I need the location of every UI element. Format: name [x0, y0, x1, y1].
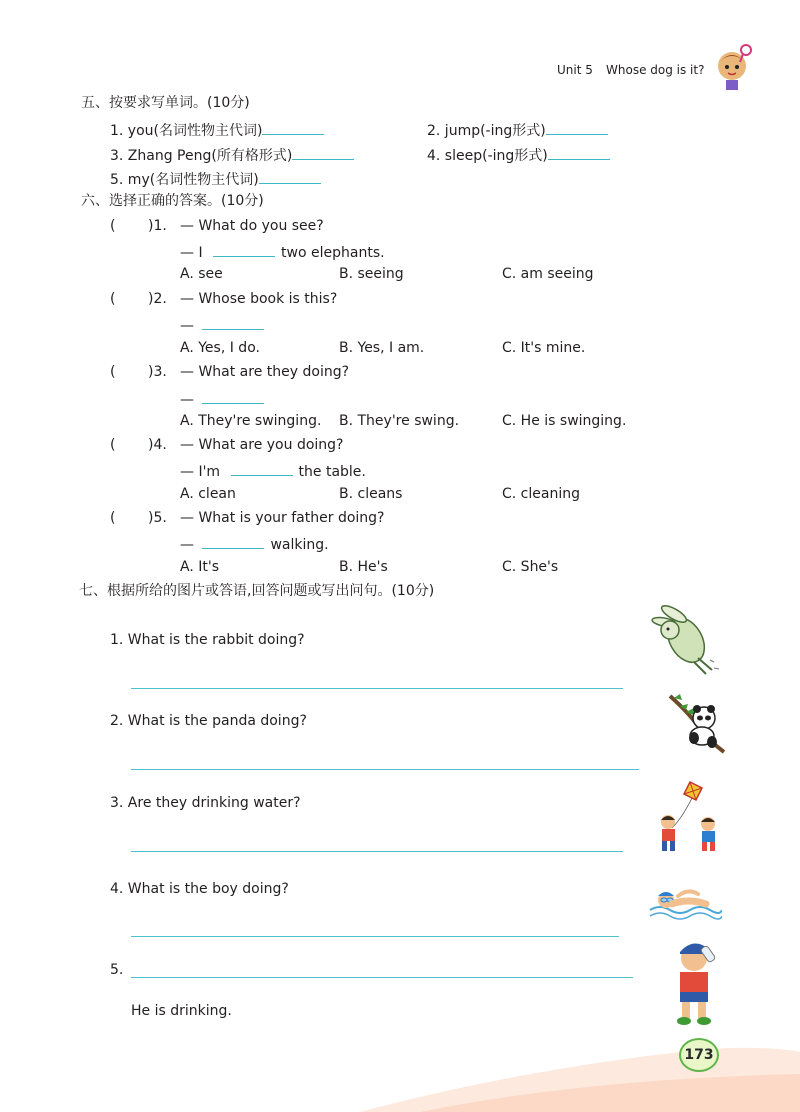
s5-blank-2[interactable] [546, 119, 608, 135]
s6-q5-blank[interactable] [202, 533, 264, 549]
s6-q5-option-b: B. He's [339, 559, 388, 575]
unit-label: Unit 5 [557, 63, 593, 77]
s6-q1-number: )1. [148, 218, 167, 234]
s6-q5-number: )5. [148, 510, 167, 526]
s7-q2: 2. What is the panda doing? [110, 713, 307, 729]
s6-q5-paren-open: ( [110, 510, 116, 526]
s6-q2-option-a: A. Yes, I do. [180, 340, 260, 356]
s6-q2-question: — Whose book is this? [180, 291, 338, 307]
s6-q4-blank[interactable] [231, 460, 293, 476]
s6-q3-blank[interactable] [202, 388, 264, 404]
s6-q3-paren-open: ( [110, 364, 116, 380]
s6-q2-answer-line: — [180, 314, 264, 335]
s6-q5-option-a: A. It's [180, 559, 219, 575]
rabbit-jumping-picture [650, 600, 722, 678]
s6-q3-option-c: C. He is swinging. [502, 413, 627, 429]
s6-q2-option-b: B. Yes, I am. [339, 340, 425, 356]
s6-q2-option-c: C. It's mine. [502, 340, 586, 356]
s6-q5-question: — What is your father doing? [180, 510, 385, 526]
boy-swimming-picture [648, 880, 722, 924]
s5-blank-4[interactable] [548, 144, 610, 160]
s5-item-4: 4. sleep(-ing形式) [427, 144, 610, 165]
s6-q1-question: — What do you see? [180, 218, 324, 234]
s7-q5-answer: He is drinking. [131, 1003, 232, 1019]
s7-q4: 4. What is the boy doing? [110, 881, 289, 897]
s6-q4-number: )4. [148, 437, 167, 453]
s6-q5-answer-line: — walking. [180, 533, 329, 554]
s6-q4-paren-open: ( [110, 437, 116, 453]
section6-title: 六、选择正确的答案。(10分) [81, 193, 264, 209]
section7-title: 七、根据所给的图片或答语,回答问题或写出问句。(10分) [79, 583, 435, 599]
s6-q2-number: )2. [148, 291, 167, 307]
s7-q3: 3. Are they drinking water? [110, 795, 301, 811]
s6-q2-blank[interactable] [202, 314, 264, 330]
s5-blank-3[interactable] [292, 144, 354, 160]
s7-q2-answer-line[interactable] [131, 769, 639, 770]
s5-item-5: 5. my(名词性物主代词) [110, 168, 321, 189]
s5-item-2: 2. jump(-ing形式) [427, 119, 608, 140]
s7-q4-answer-line[interactable] [131, 936, 619, 937]
s6-q1-blank[interactable] [213, 241, 275, 257]
s5-item-1: 1. you(名词性物主代词) [110, 119, 324, 140]
section5-title: 五、按要求写单词。(10分) [81, 95, 250, 111]
s6-q3-number: )3. [148, 364, 167, 380]
s6-q4-option-a: A. clean [180, 486, 236, 502]
page-number: 173 [679, 1038, 719, 1072]
s6-q3-answer-line: — [180, 388, 264, 409]
s6-q5-option-c: C. She's [502, 559, 559, 575]
s6-q1-option-c: C. am seeing [502, 266, 594, 282]
boy-drinking-picture [668, 934, 724, 1026]
s7-q1: 1. What is the rabbit doing? [110, 632, 305, 648]
s7-q5-question-line[interactable] [131, 977, 633, 978]
unit-title: Whose dog is it? [606, 63, 705, 77]
s6-q3-option-a: A. They're swinging. [180, 413, 322, 429]
s6-q3-question: — What are they doing? [180, 364, 350, 380]
s6-q4-answer-line: — I'm the table. [180, 460, 366, 481]
s6-q4-question: — What are you doing? [180, 437, 344, 453]
s5-blank-5[interactable] [259, 168, 321, 184]
kids-flying-kite-picture [652, 778, 724, 858]
s7-q3-answer-line[interactable] [131, 851, 623, 852]
s6-q1-answer-line: — I two elephants. [180, 241, 385, 262]
panda-on-branch-picture [668, 692, 726, 756]
s6-q4-option-b: B. cleans [339, 486, 403, 502]
s6-q1-option-a: A. see [180, 266, 223, 282]
s5-blank-1[interactable] [262, 119, 324, 135]
s5-item-3: 3. Zhang Peng(所有格形式) [110, 144, 354, 165]
s6-q1-option-b: B. seeing [339, 266, 404, 282]
s7-q5-number: 5. [110, 962, 124, 978]
s6-q3-option-b: B. They're swing. [339, 413, 460, 429]
s6-q1-paren-open: ( [110, 218, 116, 234]
cartoon-girl-icon [712, 40, 756, 92]
s7-q1-answer-line[interactable] [131, 688, 623, 689]
s6-q2-paren-open: ( [110, 291, 116, 307]
s6-q4-option-c: C. cleaning [502, 486, 580, 502]
